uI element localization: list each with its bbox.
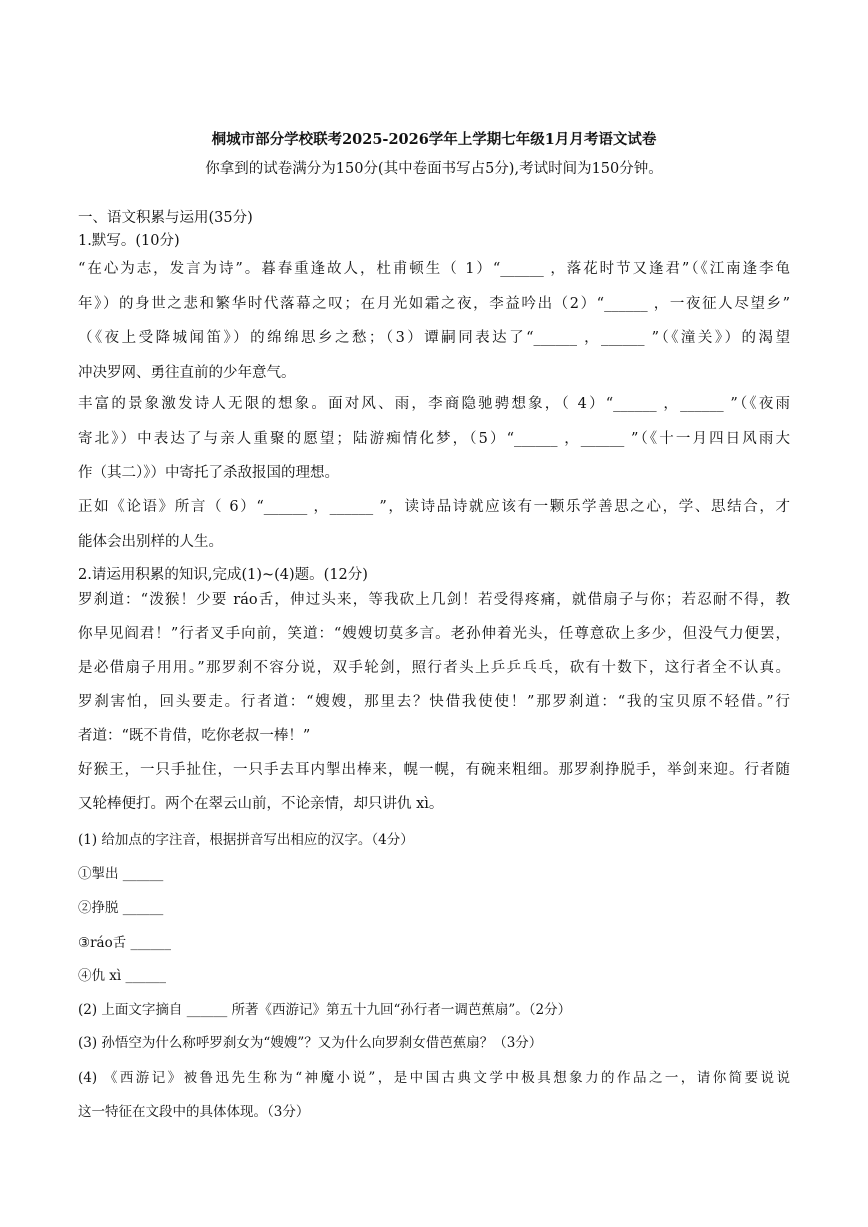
q2-passage-line: 罗刹害怕，回头要走。行者道：“嫂嫂，那里去？快借我使使！”那罗刹道：“我的宝贝原不轻借。”行 (78, 694, 790, 710)
q1-text-line: 寄北》）中表达了与亲人重聚的愿望；陆游痴情化梦，（5）“______ ，______ ”（《十一月四日风雨大 (78, 431, 790, 447)
q2-sub1-item: ①掣出 ______ (78, 866, 164, 882)
q2-passage-line: 你早见阎君！”行者叉手向前，笑道：“嫂嫂切莫多言。老孙伸着光头，任尊意砍上多少，但没气力便罢， (78, 626, 790, 642)
q1-text-line: （《夜上受降城闻笛》）的绵绵思乡之愁；（3）谭嗣同表达了“______ ，______ ”（《潼关》）的渴望 (78, 330, 790, 346)
q2-sub4-line: (4) 《西游记》被鲁迅先生称为“神魔小说”，是中国古典文学中极具想象力的作品之一，请你简要说说 (78, 1070, 790, 1086)
q2-passage-line: 者道：“既不肯借，吃你老叔一棒！” (78, 728, 311, 744)
q1-text-line: 正如《论语》所言（ 6）“______ ，______ ”，读诗品诗就应该有一颗乐学善思之心，学、思结合，才 (78, 499, 790, 515)
q2-passage-line: 又轮棒便打。两个在翠云山前，不论亲情，却只讲仇 xì。 (78, 796, 444, 812)
q2-sub3: (3) 孙悟空为什么称呼罗刹女为“嫂嫂”？又为什么向罗刹女借芭蕉扇？（3分） (78, 1035, 543, 1051)
q2-sub1-item: ④仇 xì ______ (78, 968, 167, 984)
q2-sub2: (2) 上面文字摘自 ______ 所著《西游记》第五十九回“孙行者一调芭蕉扇”。（2分） (78, 1002, 572, 1018)
q1-text-line: 丰富的景象激发诗人无限的想象。面对风、雨，李商隐驰骋想象，（ 4）“______ ，______ ”（《夜雨 (78, 396, 790, 412)
q1-text-line: 作（其二）》）中寄托了杀敌报国的理想。 (78, 465, 339, 481)
q2-passage-line: 是必借扇子用用。”那罗刹不容分说，双手轮剑，照行者头上乒乒乓乓，砍有十数下，这行者全不认真。 (78, 660, 790, 676)
q1-text-line: 能体会出别样的人生。 (78, 534, 223, 550)
q2-sub1-item: ②挣脱 ______ (78, 900, 164, 916)
question-2-heading: 2.请运用积累的知识,完成(1)~(4)题。(12分) (78, 567, 368, 583)
q2-sub1-prompt: (1) 给加点的字注音，根据拼音写出相应的汉字。（4分） (78, 832, 414, 848)
exam-subtitle: 你拿到的试卷满分为150分(其中卷面书写占5分),考试时间为150分钟。 (205, 161, 663, 177)
q2-sub4-line: 这一特征在文段中的具体体现。（3分） (78, 1104, 310, 1120)
q2-passage-line: 好猴王，一只手扯住，一只手去耳内掣出棒来，幌一幌，有碗来粗细。那罗刹挣脱手，举剑来迎。行者随 (78, 762, 790, 778)
q2-sub1-item: ③ráo舌 ______ (78, 935, 172, 951)
exam-title: 桐城市部分学校联考2025-2026学年上学期七年级1月月考语文试卷 (211, 131, 657, 148)
q1-text-line: 年》）的身世之悲和繁华时代落幕之叹；在月光如霜之夜，李益吟出（2）“______ ，一夜征人尽望乡” (78, 296, 790, 312)
q1-text-line: “在心为志，发言为诗”。暮春重逢故人，杜甫顿生（ 1）“______ ，落花时节又逢君”（《江南逢李龟 (78, 261, 790, 277)
q2-passage-line: 罗刹道：“泼猴！少要 ráo舌，伸过头来，等我砍上几剑！若受得疼痛，就借扇子与你；若忍耐不得，教 (78, 592, 790, 608)
section-heading: 一、语文积累与运用(35分) (78, 210, 253, 226)
q1-text-line: 冲决罗网、勇往直前的少年意气。 (78, 365, 296, 381)
question-1-heading: 1.默写。(10分) (78, 233, 180, 249)
